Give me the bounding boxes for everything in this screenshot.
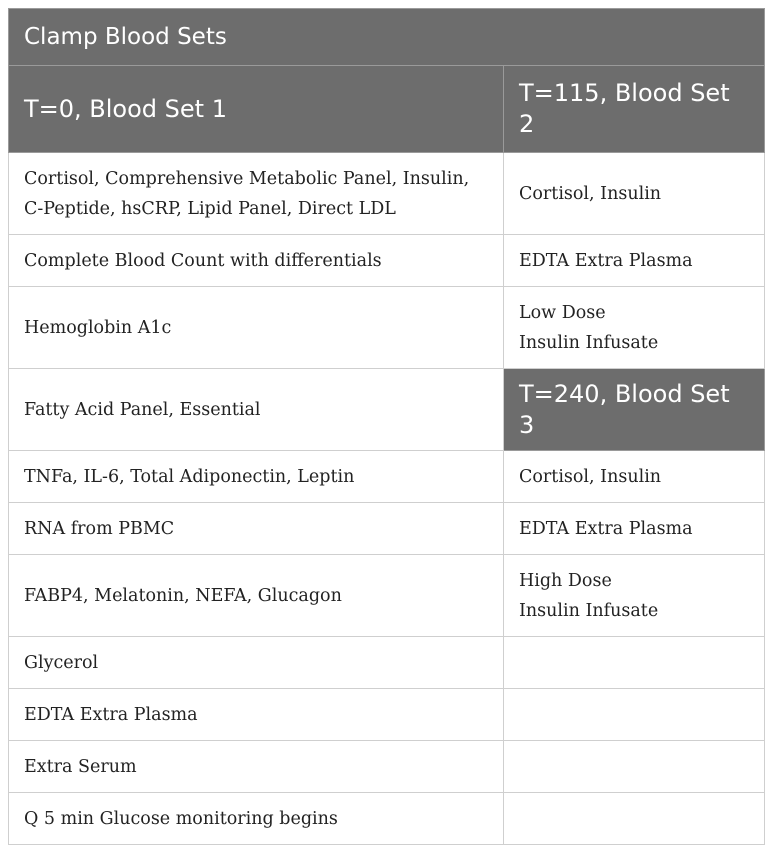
- table-cell: Cortisol, Insulin: [504, 451, 765, 503]
- table-cell: [504, 637, 765, 689]
- table-cell: Complete Blood Count with differentials: [9, 235, 504, 287]
- table-row: [9, 503, 765, 555]
- table-title: Clamp Blood Sets: [9, 9, 765, 66]
- table-row: [9, 369, 765, 451]
- table-row: [9, 793, 765, 845]
- table-cell: EDTA Extra Plasma: [504, 235, 765, 287]
- table-row: [9, 235, 765, 287]
- column-header-blood-set-2: T=115, Blood Set 2: [504, 66, 765, 153]
- table-row: [9, 689, 765, 741]
- table-row: [9, 555, 765, 637]
- table-row: [9, 637, 765, 689]
- table-row: [9, 153, 765, 235]
- table-cell: Cortisol, Comprehensive Metabolic Panel, Insulin, C-Peptide, hsCRP, Lipid Panel, Direct LDL: [9, 153, 504, 235]
- subheader-blood-set-3: T=240, Blood Set 3: [504, 369, 765, 451]
- table-cell: [504, 741, 765, 793]
- table-cell: RNA from PBMC: [9, 503, 504, 555]
- table-cell: [504, 689, 765, 741]
- table-cell: Low Dose Insulin Infusate: [504, 287, 765, 369]
- column-header-blood-set-1: T=0, Blood Set 1: [9, 66, 504, 153]
- table-cell: Glycerol: [9, 637, 504, 689]
- table-cell: TNFa, IL-6, Total Adiponectin, Leptin: [9, 451, 504, 503]
- table-cell: Cortisol, Insulin: [504, 153, 765, 235]
- table-cell: EDTA Extra Plasma: [504, 503, 765, 555]
- table-row: [9, 451, 765, 503]
- table-cell: Fatty Acid Panel, Essential: [9, 369, 504, 451]
- table-cell: High Dose Insulin Infusate: [504, 555, 765, 637]
- table-cell: EDTA Extra Plasma: [9, 689, 504, 741]
- table-cell: Extra Serum: [9, 741, 504, 793]
- table-container: [8, 8, 764, 845]
- table-cell: [504, 793, 765, 845]
- table-cell: FABP4, Melatonin, NEFA, Glucagon: [9, 555, 504, 637]
- table-cell: Q 5 min Glucose monitoring begins: [9, 793, 504, 845]
- column-header-row: [9, 66, 765, 153]
- table-row: [9, 741, 765, 793]
- table-title-row: [9, 9, 765, 66]
- table-cell: Hemoglobin A1c: [9, 287, 504, 369]
- clamp-blood-sets-table: [8, 8, 765, 845]
- table-row: [9, 287, 765, 369]
